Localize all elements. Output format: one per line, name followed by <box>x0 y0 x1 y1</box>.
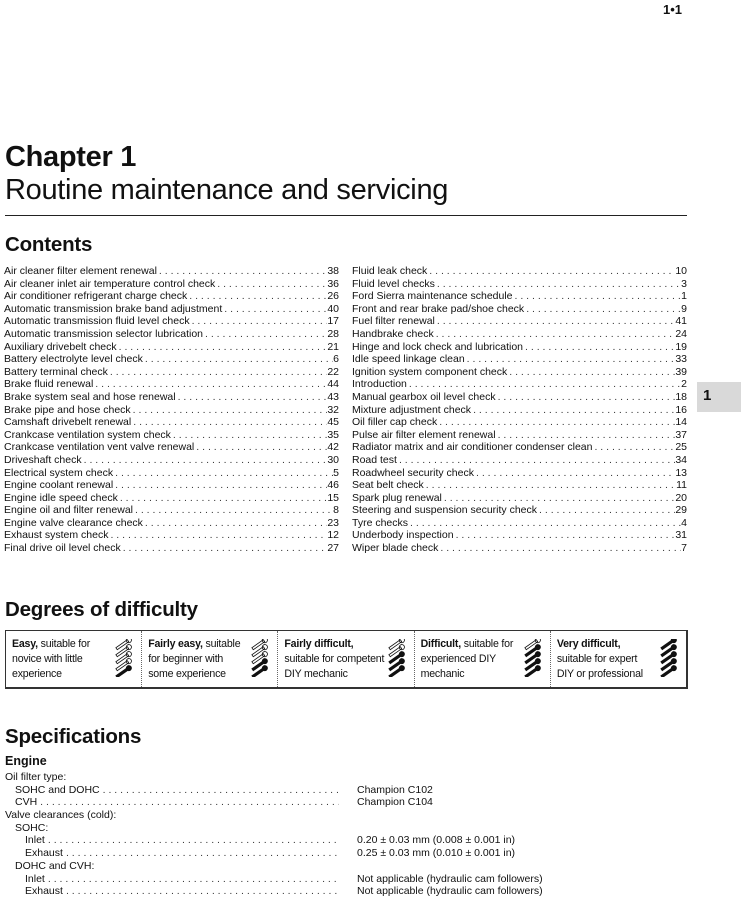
contents-entry-label: Introduction <box>352 378 407 391</box>
contents-entry-label: Oil filler cap check <box>352 416 438 429</box>
contents-entry-page: 37 <box>675 428 687 441</box>
contents-entry-page: 10 <box>675 265 687 277</box>
contents-entry <box>352 341 687 354</box>
contents-entry <box>352 328 687 341</box>
contents-entry-page: 25 <box>675 441 687 454</box>
contents-entry-page: 22 <box>327 365 339 378</box>
contents-entry-page: 7 <box>681 542 687 555</box>
contents-entry <box>4 454 339 467</box>
dot-leader <box>63 847 339 860</box>
chapter-number: Chapter 1 <box>5 141 137 173</box>
contents-entry-label: Fuel filter renewal <box>352 315 435 328</box>
difficulty-level-name: Very difficult, <box>556 638 621 650</box>
contents-heading: Contents <box>5 233 93 256</box>
difficulty-level-name: Easy, <box>12 638 38 650</box>
contents-entry <box>352 492 687 505</box>
dot-leader <box>523 341 675 354</box>
dot-leader <box>187 290 327 303</box>
contents-entry-page: 19 <box>675 340 687 353</box>
contents-entry-page: 21 <box>327 340 339 353</box>
contents-entry <box>352 278 687 291</box>
contents-entry <box>4 265 339 278</box>
difficulty-level <box>414 631 550 687</box>
spec-label: Inlet <box>25 872 45 885</box>
spec-label: CVH <box>15 796 38 809</box>
contents-entry-label: Pulse air filter element renewal <box>352 428 496 441</box>
dot-leader <box>442 492 675 505</box>
dot-leader <box>143 517 327 530</box>
contents-entry-label: Brake pipe and hose check <box>4 403 131 416</box>
dot-leader <box>435 278 681 291</box>
contents-entry <box>4 303 339 316</box>
spec-label-wrap <box>15 860 339 873</box>
contents-entry-page: 3 <box>681 277 687 290</box>
wrench-1-icon <box>111 639 135 677</box>
spec-value: 0.25 ± 0.03 mm (0.010 ± 0.001 in) <box>357 847 516 860</box>
spec-label: Valve clearances (cold): <box>5 809 117 822</box>
contents-entry-label: Driveshaft check <box>4 453 82 466</box>
contents-entry-label: Final drive oil level check <box>4 542 121 555</box>
spec-value: 0.20 ± 0.03 mm (0.008 ± 0.001 in) <box>357 834 516 847</box>
contents-entry-page: 15 <box>327 491 339 504</box>
dot-leader <box>108 529 327 542</box>
spec-row <box>5 822 685 835</box>
contents-entry-label: Automatic transmission selector lubrication <box>4 327 203 340</box>
contents-entry-label: Crankcase ventilation system check <box>4 428 171 441</box>
contents-entry <box>4 479 339 492</box>
contents-entry-label: Exhaust system check <box>4 529 109 542</box>
dot-leader <box>507 366 675 379</box>
contents-entry-label: Brake system seal and hose renewal <box>4 390 176 403</box>
contents-entry-page: 38 <box>327 265 339 277</box>
difficulty-level-text: suitable for expert DIY or professional <box>556 653 643 680</box>
page-number: 1•1 <box>663 2 683 17</box>
contents-entry-label: Air conditioner refrigerant charge check <box>4 290 188 303</box>
contents-entry <box>352 429 687 442</box>
dot-leader <box>471 404 675 417</box>
contents-entry <box>352 542 687 555</box>
spec-value: Not applicable (hydraulic cam followers) <box>357 872 543 885</box>
contents-entry-page: 2 <box>681 378 687 391</box>
difficulty-scale <box>5 630 688 689</box>
contents-entry <box>352 290 687 303</box>
spec-label: SOHC: <box>15 821 49 834</box>
dot-leader <box>465 353 676 366</box>
dot-leader <box>438 542 681 555</box>
spec-row <box>5 809 685 822</box>
contents-entry <box>4 341 339 354</box>
contents-entry-label: Auxiliary drivebelt check <box>4 340 117 353</box>
contents-entry-page: 24 <box>675 327 687 340</box>
contents-entry <box>4 391 339 404</box>
contents-entry-label: Crankcase ventilation vent valve renewal <box>4 441 195 454</box>
dot-leader <box>424 479 676 492</box>
contents-entry-page: 11 <box>676 479 687 492</box>
wrench-4-icon <box>520 639 544 677</box>
contents-entry-page: 40 <box>327 302 339 315</box>
chapter-side-tab <box>697 382 741 412</box>
contents-entry-page: 34 <box>675 453 687 466</box>
difficulty-level-text: suitable for beginner with some experience <box>148 638 241 680</box>
dot-leader <box>537 504 675 517</box>
contents-entry <box>4 404 339 417</box>
contents-entry <box>352 416 687 429</box>
contents-entry-page: 5 <box>333 466 339 479</box>
contents-right-column <box>352 265 687 555</box>
contents-entry-page: 30 <box>327 453 339 466</box>
difficulty-level <box>277 631 413 687</box>
contents-entry <box>4 492 339 505</box>
contents-entry-label: Fluid level checks <box>352 277 435 290</box>
contents-entry <box>352 479 687 492</box>
dot-leader <box>524 303 681 316</box>
spec-value: Champion C104 <box>357 796 433 809</box>
difficulty-level-name: Difficult, <box>420 638 461 650</box>
spec-label-wrap <box>25 834 339 847</box>
difficulty-level-text: suitable for experienced DIY mechanic <box>420 638 514 680</box>
contents-entry-label: Air cleaner filter element renewal <box>4 265 157 277</box>
spec-row <box>5 796 685 809</box>
dot-leader <box>131 404 328 417</box>
dot-leader <box>93 378 327 391</box>
contents-entry-label: Idle speed linkage clean <box>352 353 465 366</box>
contents-entry <box>4 378 339 391</box>
wrench-3-icon <box>384 639 408 677</box>
specifications-subheading: Engine <box>5 754 47 768</box>
contents-entry <box>352 391 687 404</box>
contents-entry-page: 41 <box>675 315 687 328</box>
contents-entry <box>4 529 339 542</box>
dot-leader <box>203 328 327 341</box>
contents-entry <box>352 265 687 278</box>
contents-entry <box>4 353 339 366</box>
contents-entry-label: Brake fluid renewal <box>4 378 94 391</box>
contents-entry-label: Battery terminal check <box>4 365 108 378</box>
contents-entry <box>352 366 687 379</box>
difficulty-level-name: Fairly easy, <box>148 638 203 650</box>
spec-row <box>5 847 685 860</box>
dot-leader <box>397 454 675 467</box>
dot-leader <box>100 784 339 797</box>
contents-entry-label: Manual gearbox oil level check <box>352 390 496 403</box>
contents-entry <box>352 467 687 480</box>
spec-label-wrap <box>5 771 339 784</box>
contents-entry <box>352 529 687 542</box>
contents-entry-page: 16 <box>675 403 687 416</box>
contents-entry <box>4 542 339 555</box>
contents-entry-page: 4 <box>681 516 687 529</box>
spec-label-wrap <box>15 796 339 809</box>
difficulty-description <box>148 637 248 682</box>
dot-leader <box>437 416 675 429</box>
contents-entry-label: Air cleaner inlet air temperature control check <box>4 277 216 290</box>
spec-label-wrap <box>25 847 339 860</box>
dot-leader <box>474 467 675 480</box>
specifications-heading: Specifications <box>5 725 142 748</box>
contents-entry <box>352 404 687 417</box>
difficulty-description <box>557 637 657 682</box>
contents-entry-label: Steering and suspension security check <box>352 504 538 517</box>
chapter-title: Routine maintenance and servicing <box>5 174 449 206</box>
dot-leader <box>513 290 682 303</box>
contents-entry-label: Roadwheel security check <box>352 466 474 479</box>
spec-label: Inlet <box>25 834 45 847</box>
contents-entry-label: Engine idle speed check <box>4 491 118 504</box>
spec-label-wrap <box>15 784 339 797</box>
contents-entry-label: Tyre checks <box>352 516 409 529</box>
difficulty-level-text: suitable for novice with little experience <box>12 638 91 680</box>
contents-entry-label: Engine coolant renewal <box>4 479 114 492</box>
contents-entry-page: 33 <box>675 353 687 366</box>
contents-entry-page: 28 <box>327 327 339 340</box>
dot-leader <box>496 391 676 404</box>
contents-entry-page: 27 <box>327 542 339 555</box>
spec-label: Oil filter type: <box>5 771 67 783</box>
difficulty-heading: Degrees of difficulty <box>5 598 198 621</box>
contents-entry-label: Hinge and lock check and lubrication <box>352 340 524 353</box>
spec-label: Exhaust <box>25 847 63 860</box>
contents-entry-page: 13 <box>675 466 687 479</box>
contents-entry <box>352 303 687 316</box>
spec-value: Champion C102 <box>357 783 433 796</box>
contents-entry-label: Engine valve clearance check <box>4 516 143 529</box>
difficulty-level <box>6 631 141 687</box>
contents-entry-label: Underbody inspection <box>352 529 454 542</box>
contents-entry-page: 9 <box>681 302 687 315</box>
contents-entry <box>4 517 339 530</box>
contents-entry-page: 43 <box>327 390 339 403</box>
contents-entry <box>4 429 339 442</box>
difficulty-description <box>284 637 384 682</box>
contents-entry-label: Battery electrolyte level check <box>4 353 143 366</box>
specifications-table <box>5 771 685 898</box>
contents-entry-label: Spark plug renewal <box>352 491 442 504</box>
contents-entry-page: 35 <box>327 428 339 441</box>
spec-row <box>5 834 685 847</box>
dot-leader <box>121 542 328 555</box>
contents-entry <box>352 441 687 454</box>
contents-entry-page: 12 <box>327 529 339 542</box>
wrench-5-icon <box>656 639 680 677</box>
spec-label-wrap <box>5 809 339 822</box>
contents-entry-label: Front and rear brake pad/shoe check <box>352 302 525 315</box>
dot-leader <box>63 885 339 898</box>
contents-entry-label: Electrical system check <box>4 466 114 479</box>
spec-row <box>5 885 685 898</box>
difficulty-description <box>12 637 112 682</box>
spec-row <box>5 860 685 873</box>
spec-row <box>5 771 685 784</box>
dot-leader <box>117 341 328 354</box>
dot-leader <box>82 454 328 467</box>
dot-leader <box>190 315 328 328</box>
contents-entry-page: 23 <box>327 516 339 529</box>
contents-entry-label: Fluid leak check <box>352 265 428 277</box>
contents-entry-page: 46 <box>327 479 339 492</box>
contents-entry-page: 36 <box>327 277 339 290</box>
contents-entry-page: 45 <box>327 416 339 429</box>
contents-entry-page: 29 <box>675 504 687 517</box>
wrench-2-icon <box>247 639 271 677</box>
spec-label: SOHC and DOHC <box>15 783 100 796</box>
dot-leader <box>113 467 333 480</box>
dot-leader <box>408 517 681 530</box>
contents-entry-page: 14 <box>675 416 687 429</box>
contents-entry-page: 39 <box>675 365 687 378</box>
dot-leader <box>45 873 339 886</box>
difficulty-level <box>141 631 277 687</box>
dot-leader <box>496 429 676 442</box>
contents-entry-page: 31 <box>675 529 687 542</box>
dot-leader <box>45 834 339 847</box>
contents-entry <box>352 454 687 467</box>
contents-entry <box>4 315 339 328</box>
contents-entry-page: 1 <box>681 290 687 303</box>
contents-entry-label: Seat belt check <box>352 479 424 492</box>
dot-leader <box>215 278 327 291</box>
contents-entry-label: Automatic transmission brake band adjustment <box>4 302 223 315</box>
contents-entry-page: 18 <box>675 390 687 403</box>
contents-entry <box>352 378 687 391</box>
contents-entry-label: Ford Sierra maintenance schedule <box>352 290 513 303</box>
contents-entry-label: Wiper blade check <box>352 542 439 555</box>
dot-leader <box>435 315 675 328</box>
dot-leader <box>176 391 328 404</box>
spec-label: DOHC and CVH: <box>15 859 95 872</box>
contents-entry <box>352 504 687 517</box>
contents-entry-label: Mixture adjustment check <box>352 403 472 416</box>
dot-leader <box>143 353 333 366</box>
dot-leader <box>37 796 339 809</box>
chapter-side-tab-label: 1 <box>703 387 712 404</box>
dot-leader <box>427 265 675 278</box>
dot-leader <box>108 366 327 379</box>
contents-entry-label: Radiator matrix and air conditioner condenser clean <box>352 441 593 454</box>
spec-label: Exhaust <box>25 885 63 898</box>
spec-label-wrap <box>25 885 339 898</box>
difficulty-level <box>550 631 686 687</box>
dot-leader <box>157 265 327 278</box>
dot-leader <box>118 492 327 505</box>
contents-entry-label: Road test <box>352 453 397 466</box>
spec-label-wrap <box>15 822 339 835</box>
dot-leader <box>113 479 327 492</box>
contents-entry <box>352 353 687 366</box>
contents-entry <box>4 278 339 291</box>
contents-entry <box>4 328 339 341</box>
contents-entry <box>4 416 339 429</box>
contents-entry <box>4 366 339 379</box>
difficulty-level-name: Fairly difficult, <box>284 638 354 650</box>
difficulty-description <box>421 637 521 682</box>
contents-entry-label: Ignition system component check <box>352 365 508 378</box>
difficulty-level-text: suitable for competent DIY mechanic <box>284 653 385 680</box>
dot-leader <box>131 416 327 429</box>
contents-entry <box>4 290 339 303</box>
contents-entry-page: 6 <box>333 353 339 366</box>
dot-leader <box>133 504 333 517</box>
spec-value: Not applicable (hydraulic cam followers) <box>357 885 543 898</box>
contents-entry <box>4 441 339 454</box>
contents-entry <box>4 504 339 517</box>
dot-leader <box>454 529 676 542</box>
contents-entry <box>352 517 687 530</box>
dot-leader <box>194 441 327 454</box>
contents-entry-label: Camshaft drivebelt renewal <box>4 416 132 429</box>
contents-entry-page: 8 <box>333 504 339 517</box>
dot-leader <box>434 328 676 341</box>
contents-entry-page: 44 <box>327 378 339 391</box>
dot-leader <box>407 378 681 391</box>
contents-entry-label: Engine oil and filter renewal <box>4 504 133 517</box>
contents-entry-page: 17 <box>327 315 339 328</box>
contents-entry-label: Automatic transmission fluid level check <box>4 315 190 328</box>
spec-row <box>5 784 685 797</box>
contents-left-column <box>4 265 339 555</box>
contents-entry-page: 26 <box>327 290 339 303</box>
contents-entry-page: 32 <box>327 403 339 416</box>
contents-entry <box>352 315 687 328</box>
dot-leader <box>592 441 675 454</box>
contents-entry-page: 42 <box>327 441 339 454</box>
spec-row <box>5 873 685 886</box>
contents-entry <box>4 467 339 480</box>
contents-entry-page: 20 <box>675 491 687 504</box>
dot-leader <box>171 429 327 442</box>
dot-leader <box>222 303 327 316</box>
title-rule <box>5 215 687 216</box>
contents-entry-label: Handbrake check <box>352 327 434 340</box>
spec-label-wrap <box>25 873 339 886</box>
